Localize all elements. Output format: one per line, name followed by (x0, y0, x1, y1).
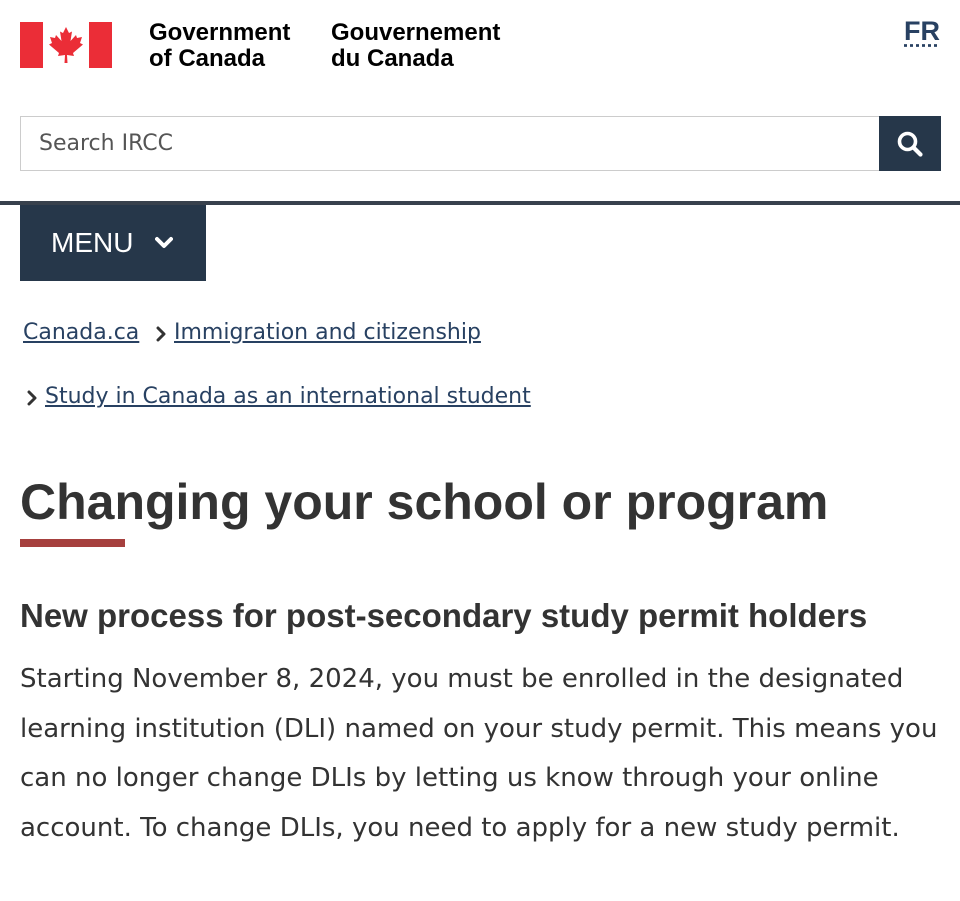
canada-flag-logo[interactable] (20, 22, 112, 68)
chevron-right-icon (155, 326, 167, 342)
search-icon (896, 130, 924, 158)
government-of-canada-wordmark-fr (331, 20, 500, 72)
language-toggle-link[interactable]: FR (904, 16, 940, 46)
search-input[interactable] (20, 116, 879, 171)
gov-en-line2: of Canada (149, 45, 266, 72)
section-heading: New process for post-secondary study permit holders (20, 597, 868, 634)
breadcrumb-link-immigration[interactable]: Immigration and citizenship (174, 320, 481, 345)
gov-en-line1: Government (149, 19, 291, 46)
search-button[interactable] (879, 116, 941, 171)
breadcrumb-link-canada[interactable]: Canada.ca (23, 320, 140, 345)
page-title: Changing your school or program (20, 474, 829, 530)
breadcrumb-link-study[interactable]: Study in Canada as an international student (45, 384, 531, 409)
gov-fr-line2: du Canada (331, 45, 454, 72)
chevron-right-icon (26, 390, 38, 406)
government-of-canada-wordmark-en (149, 20, 290, 72)
menu-label: MENU (51, 227, 134, 258)
menu-button[interactable] (20, 205, 206, 281)
search-bar (20, 116, 941, 171)
title-underline-bar (20, 539, 125, 547)
intro-paragraph: Starting November 8, 2024, you must be enrolled in the designated learning institution (DLI) named on your study permit. This means you can no longer change DLIs by letting us know through your online account. To change DLIs, you need to apply for a new study permit. (20, 664, 938, 843)
chevron-down-icon (155, 236, 173, 250)
gov-fr-line1: Gouvernement (331, 19, 501, 46)
